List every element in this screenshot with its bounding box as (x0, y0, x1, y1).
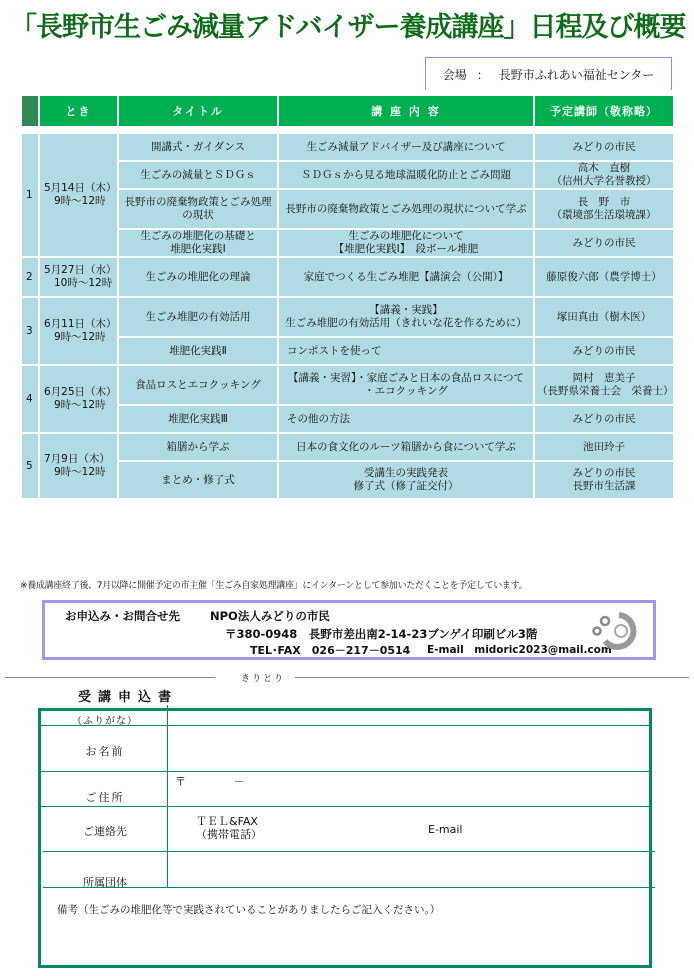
cell-lecturer: みどりの市民 (534, 229, 674, 257)
table-row (21, 133, 674, 161)
email-label: E-mail (428, 823, 463, 836)
cell-content: 【講義・実習】・家庭ごみと日本の食品ロスにつて ・エコクッキング (278, 365, 534, 405)
furigana-input[interactable] (169, 711, 651, 725)
header-num (21, 95, 39, 127)
name-input[interactable] (169, 727, 651, 771)
group-label: 所属団体 (83, 876, 127, 889)
address-label: ご住所 (85, 791, 125, 804)
cell-content: 生ごみの堆肥化について 【堆肥化実践Ⅰ】 段ボール堆肥 (278, 229, 534, 257)
table-row (21, 297, 674, 337)
footnote: ※養成講座終了後、7月以降に開催予定の市主催「生ごみ自家処理講座」にインターンとして参加いただくことを予定しています。 (20, 581, 528, 591)
header-content: 講 座 内 容 (278, 95, 534, 127)
form-row-divider (41, 771, 649, 772)
remarks-input[interactable] (45, 919, 645, 963)
form-column-divider (167, 705, 168, 888)
session-date (39, 257, 118, 297)
cell-lecturer: みどりの市民 長野市生活課 (534, 461, 674, 499)
cell-lecturer: 塚田真由（樹木医） (534, 297, 674, 337)
venue-value: 長野市ふれあい福祉センター (498, 67, 655, 82)
table-row (21, 433, 674, 461)
contact-field-label: ご連絡先 (83, 825, 127, 838)
page-title: 「長野市生ごみ減量アドバイザー養成講座」日程及び概要 (10, 12, 686, 43)
cut-line-left (5, 677, 215, 678)
session-date-day: 6月11日（木） (44, 318, 117, 330)
email-field[interactable] (428, 823, 463, 836)
form-row-divider (43, 851, 655, 852)
cell-title: 生ごみ堆肥の有効活用 (118, 297, 278, 337)
cell-content: 日本の食文化のルーツ箱膳から食について学ぶ (278, 433, 534, 461)
application-form (38, 708, 652, 968)
remarks-label: 備考（生ごみの堆肥化等で実践されていることがありましたらご記入ください。） (57, 904, 441, 916)
header-title: タイトル (118, 95, 278, 127)
cell-content: 長野市の廃棄物政策とごみ処理の現状について学ぶ (278, 189, 534, 229)
cell-title: まとめ・修了式 (118, 461, 278, 499)
cell-content: 【講義・実践】 生ごみ堆肥の有効活用（きれいな花を作るために） (278, 297, 534, 337)
session-time: 9時～12時 (54, 466, 106, 478)
session-number: 3 (21, 297, 39, 365)
session-time: 9時～12時 (54, 195, 106, 207)
cell-title: 食品ロスとエコクッキング (118, 365, 278, 405)
contact-box (42, 600, 656, 660)
cell-title: 生ごみの減量とＳＤＧｓ (118, 161, 278, 189)
contact-email[interactable]: E-mail midoric2023@mail.com (427, 644, 612, 656)
cut-line-right (295, 677, 689, 678)
venue-separator: ： (476, 67, 489, 82)
table-row (21, 161, 674, 189)
cell-title: 堆肥化実践Ⅱ (118, 337, 278, 365)
postal-mark: 〒 (175, 775, 186, 788)
session-date-day: 6月25日（木） (44, 386, 117, 398)
group-input[interactable] (169, 853, 651, 887)
contact-tel: TEL･FAX 026－217－0514 (250, 644, 411, 657)
schedule-table (20, 94, 675, 500)
session-time: 10時～12時 (54, 277, 113, 289)
name-label: お名前 (85, 745, 125, 758)
venue-box (425, 57, 672, 90)
cell-title: 堆肥化実践Ⅲ (118, 405, 278, 433)
cell-title: 生ごみの堆肥化の基礎と 堆肥化実践Ⅰ (118, 229, 278, 257)
cut-line (5, 673, 689, 683)
session-date (39, 297, 118, 365)
table-row (21, 257, 674, 297)
telfax-label: ＴＥＬ&FAX (196, 815, 258, 828)
session-date-day: 5月27日（水） (44, 264, 117, 276)
furigana-label: （ふりがな） (72, 716, 138, 727)
cell-lecturer: 岡村 恵美子 （長野県栄養士会 栄養士） (534, 365, 674, 405)
cell-lecturer: みどりの市民 (534, 337, 674, 365)
cell-content: ＳＤＧｓから見る地球温暖化防止とごみ問題 (278, 161, 534, 189)
venue-label: 会場 (442, 67, 467, 82)
cell-lecturer: 藤原俊六郎（農学博士） (534, 257, 674, 297)
table-row (21, 461, 674, 499)
contact-address: 〒380-0948 長野市差出南2-14-23ブンゲイ印刷ビル3階 (225, 627, 538, 641)
cell-content: その他の方法 (278, 405, 534, 433)
cell-lecturer: みどりの市民 (534, 405, 674, 433)
session-number: 4 (21, 365, 39, 433)
table-row (21, 189, 674, 229)
schedule-header-row (21, 95, 674, 127)
cell-lecturer: 長 野 市 （環境部生活環境課） (534, 189, 674, 229)
cell-content: 家庭でつくる生ごみ堆肥【講演会（公開）】 (278, 257, 534, 297)
cell-content: 生ごみ減量アドバイザー及び講座について (278, 133, 534, 161)
address-input[interactable] (175, 773, 651, 805)
session-number: 5 (21, 433, 39, 499)
session-date (39, 433, 118, 499)
cell-lecturer: 高木 直樹 （信州大学名誉教授） (534, 161, 674, 189)
session-time: 9時～12時 (54, 399, 106, 411)
session-time: 9時～12時 (54, 331, 106, 343)
mobile-label: （携帯電話） (196, 828, 262, 841)
session-number: 1 (21, 133, 39, 257)
header-when: とき (39, 95, 118, 127)
cell-title: 生ごみの堆肥化の理論 (118, 257, 278, 297)
cell-title: 箱膳から学ぶ (118, 433, 278, 461)
cell-title: 長野市の廃棄物政策とごみ処理の現状 (118, 189, 278, 229)
session-date-day: 5月14日（木） (44, 182, 117, 194)
session-number: 2 (21, 257, 39, 297)
circles-logo-icon (589, 607, 639, 655)
cell-lecturer: 池田玲子 (534, 433, 674, 461)
session-date (39, 133, 118, 257)
form-title: 受講申込書 (78, 690, 179, 705)
table-row (21, 337, 674, 365)
table-row (21, 365, 674, 405)
table-row (21, 405, 674, 433)
header-lecturer: 予定講師（敬称略） (534, 95, 674, 127)
form-row-divider (41, 806, 649, 807)
cut-line-label: きりとり (241, 674, 286, 684)
telfax-field[interactable] (196, 815, 262, 841)
cell-lecturer: みどりの市民 (534, 133, 674, 161)
cell-content: 受講生の実践発表 修了式（修了証交付） (278, 461, 534, 499)
contact-org: NPO法人みどりの市民 (210, 609, 330, 623)
table-row (21, 229, 674, 257)
postal-dash: － (233, 775, 245, 788)
cell-content: コンポストを使って (278, 337, 534, 365)
session-date-day: 7月9日（木） (44, 453, 110, 465)
cell-title: 開講式・ガイダンス (118, 133, 278, 161)
contact-label: お申込み・お問合せ先 (65, 609, 180, 623)
session-date (39, 365, 118, 433)
